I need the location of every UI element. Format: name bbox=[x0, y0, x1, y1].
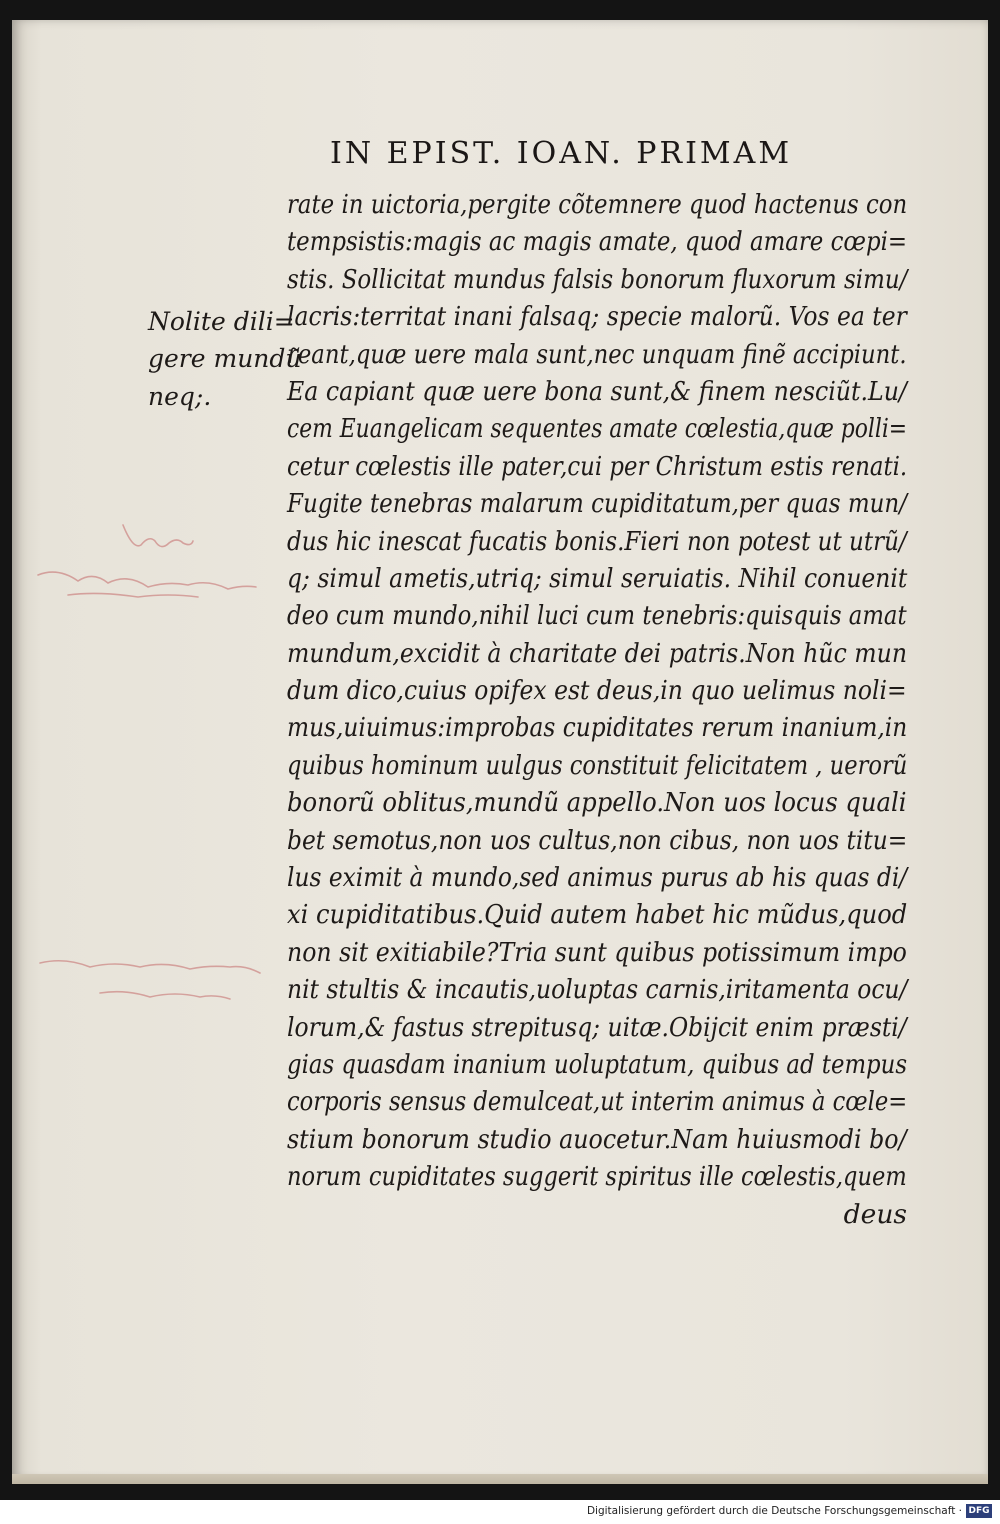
text-line: bet semotus,non uos cultus,non cibus, non uos titu= bbox=[287, 824, 908, 856]
marginal-note-line: Nolite dili= bbox=[148, 307, 295, 336]
text-line: dum dico,cuius opifex est deus,in quo uelimus noli= bbox=[287, 675, 907, 707]
text-line: cetur cœlestis ille pater,cui per Christum estis renati. bbox=[287, 450, 908, 482]
running-head: IN EPIST. IOAN. PRIMAM bbox=[330, 136, 793, 171]
text-line: deo cum mundo,nihil luci cum tenebris:quisquis amat bbox=[287, 600, 907, 632]
text-line: tempsistis:magis ac magis amate, quod amare cœpi= bbox=[287, 226, 908, 258]
text-line: quibus hominum uulgus constituit felicitatem , uerorũ bbox=[287, 749, 908, 781]
text-line: xi cupiditatibus.Quid autem habet hic mũdus,quod bbox=[287, 899, 908, 931]
text-line: mundum,excidit à charitate dei patris.Non hũc mun bbox=[287, 637, 907, 669]
text-line: norum cupiditates suggerit spiritus ille cœlestis,quem bbox=[287, 1161, 907, 1193]
page-edge bbox=[12, 1474, 988, 1484]
text-line: Ea capiant quæ uere bona sunt,& finem nesciũt.Lu/ bbox=[287, 375, 907, 407]
catchword: deus bbox=[843, 1198, 907, 1230]
manuscript-annotation-lower bbox=[30, 945, 290, 1015]
dfg-logo: DFG bbox=[966, 1504, 992, 1518]
text-line: non sit exitiabile?Tria sunt quibus potissimum impo bbox=[287, 936, 907, 968]
footer-credit: Digitalisierung gefördert durch die Deutsche Forschungsgemeinschaft · bbox=[586, 1505, 962, 1517]
text-line: corporis sensus demulceat,ut interim animus à cœle= bbox=[287, 1086, 908, 1118]
manuscript-annotation-upper bbox=[28, 515, 288, 615]
text-line: rate in uictoria,pergite cõtemnere quod hactenus con bbox=[287, 189, 908, 220]
marginal-note-line: gere mundũ bbox=[148, 344, 302, 374]
text-line: lus eximit à mundo,sed animus purus ab his quas di/ bbox=[287, 862, 908, 894]
text-line: stium bonorum studio auocetur.Nam huiusmodi bo/ bbox=[287, 1123, 907, 1155]
text-line: nit stultis & incautis,uoluptas carnis,iritamenta ocu/ bbox=[287, 974, 908, 1006]
text-line: gias quasdam inanium uoluptatum, quibus ad tempus bbox=[287, 1048, 908, 1080]
text-line: lorum,& fastus strepitusq; uitæ.Obijcit enim præsti/ bbox=[287, 1011, 907, 1043]
text-line: cem Euangelicam sequentes amate cœlestia,quæ polli= bbox=[287, 413, 908, 445]
text-line: stis. Sollicitat mundus falsis bonorum fluxorum simu/ bbox=[287, 263, 908, 295]
text-line: reant,quæ uere mala sunt,nec unquam finẽ accipiunt. bbox=[287, 338, 907, 370]
text-line: q; simul ametis,utriq; simul seruiatis. Nihil conuenit bbox=[287, 562, 908, 594]
text-line: bonorũ oblitus,mundũ appello.Non uos locus quali bbox=[287, 787, 907, 819]
text-line: lacris:territat inani falsaq; specie malorũ. Vos ea ter bbox=[287, 301, 907, 333]
text-line: dus hic inescat fucatis bonis.Fieri non potest ut utrũ/ bbox=[287, 525, 907, 557]
text-line: Fugite tenebras malarum cupiditatum,per quas mun/ bbox=[287, 488, 907, 520]
text-line: mus,uiuimus:improbas cupiditates rerum inanium,in bbox=[287, 712, 908, 744]
marginal-note bbox=[148, 303, 302, 415]
body-text bbox=[287, 186, 907, 1233]
marginal-note-line: neq;. bbox=[148, 381, 212, 411]
